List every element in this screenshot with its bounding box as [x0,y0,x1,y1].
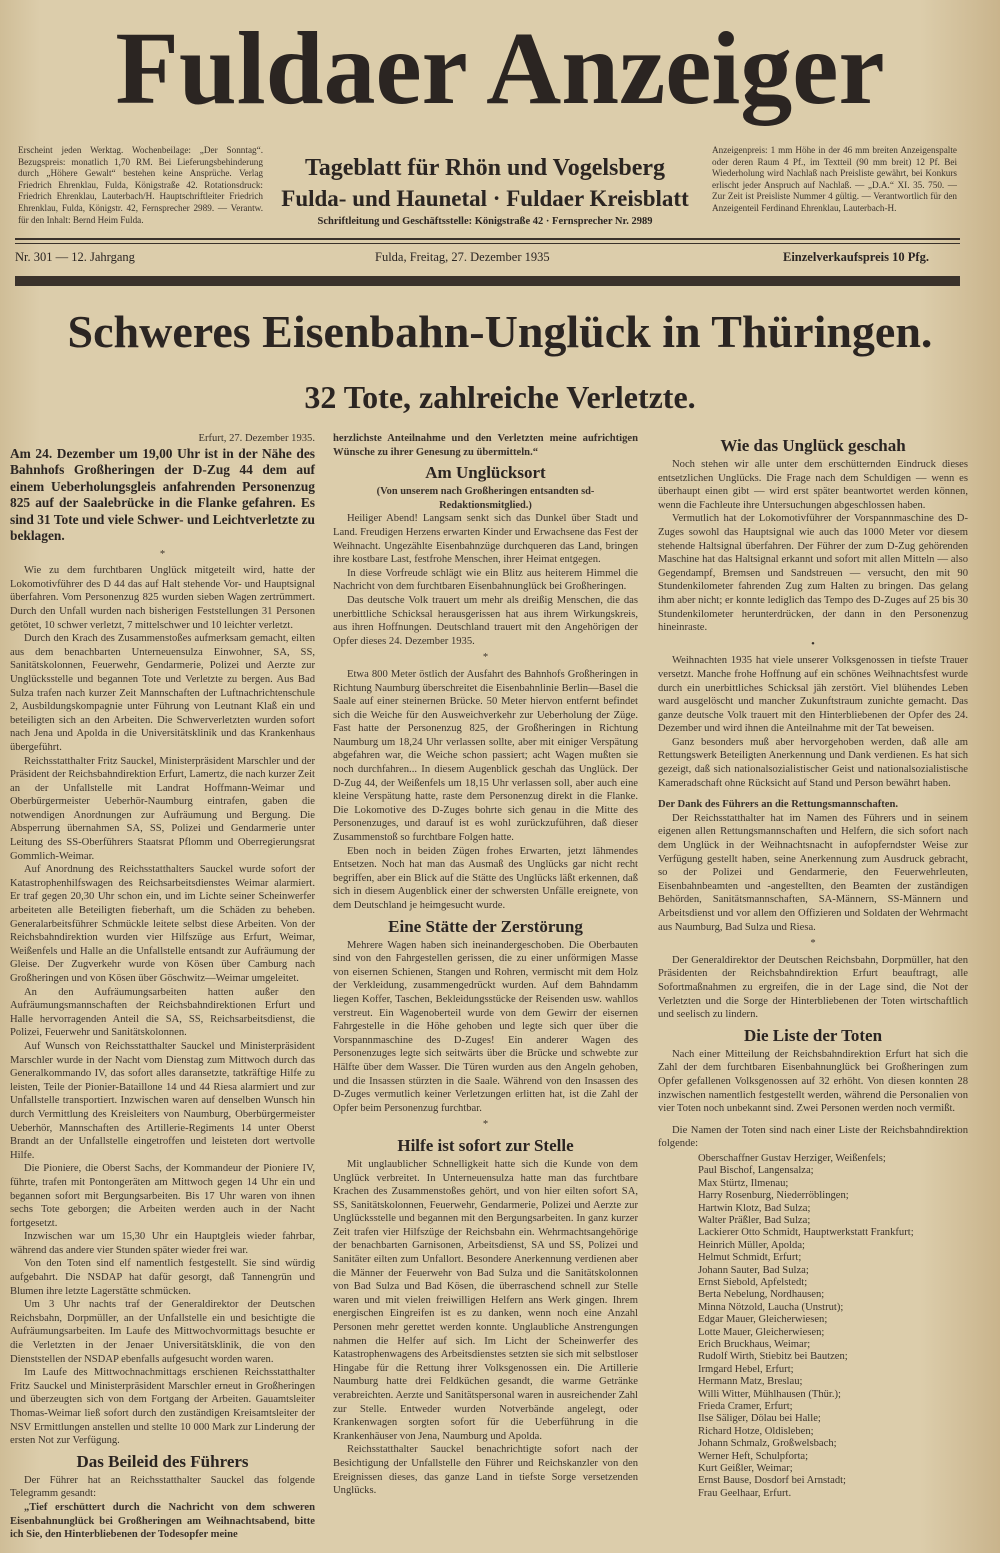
newspaper-title: Fuldaer Anzeiger [115,11,885,126]
paragraph: Etwa 800 Meter östlich der Ausfahrt des Bahnhofs Großheringen in Richtung Naumburg überschreitet die Eisenbahnlinie Berlin—Basel die Saale auf einer steinernen Brücke. 50 Meter hiervon entfernt befindet sich die Weiche für den Ausweichverkehr zur Ueberholung der Züge. Fast hatte der Personenzug 825, der Großheringen in Richtung Naumburg um 18,24 Uhr verlassen sollte, aber mit einiger Verspätung abgefahren war, die Weiche schon passiert; acht Wagen mußten sie noch durchfahren... In diesem Augenblick geschah das Unglück. Der D-Zug 44, der Weißenfels um 18,15 Uhr verlassen soll, aber auch eine kleine Verspätung hatte, raste dem Personenzug direkt in die Flanke. Die Lokomotive des D-Zuges bohrte sich genau in die Mitte des Personenzuges, und darauf ist es wohl zurückzuführen, daß dieser Zusammenstoß so furchtbare Folgen hatte. [333,668,638,844]
victim-entry: Johann Sauter, Bad Sulza; [698,1264,809,1276]
lead-paragraph: Am 24. Dezember um 19,00 Uhr ist in der Nähe des Bahnhofs Großheringen der D-Zug 44 dem auf einem Ueberholungsgleis anfahrenden Personenzug 825 auf der Saalebrücke in die Flanke gefahren. Es sind 31 Tote und viele Schwer- und Leichtverletzte zu beklagen. [10,445,315,544]
paragraph: Die Pioniere, die Oberst Sachs, der Kommandeur der Pioniere IV, führte, trafen mit Pontongeräten am Mittwoch gegen 14 Uhr ein und begannen sofort mit Bergungsarbeiten. Bis 17 Uhr waren von ihnen sechs Tote geborgen; die Arbeiten werden auch in der Nacht fortgesetzt. [10,1163,315,1229]
column-1 [10,432,315,1542]
issue-date: Fulda, Freitag, 27. Dezember 1935 [375,250,550,264]
divider [15,243,960,244]
victim-entry: Werner Heft, Schulpforta; [698,1450,809,1462]
section-heading: Wie das Unglück geschah [720,436,906,455]
victim-entry: Frau Geelhaar, Erfurt. [698,1487,792,1499]
main-headline: Schweres Eisenbahn-Unglück in Thüringen. [67,306,933,357]
victim-entry: Ernst Bause, Dosdorf bei Arnstadt; [698,1475,846,1487]
issue-number: Nr. 301 — 12. Jahrgang [15,250,135,264]
subtitle-line-1: Tageblatt für Rhön und Vogelsberg [304,155,666,181]
subtitle-line-2: Fulda- und Haunetal · Fuldaer Kreisblatt [281,186,689,211]
spacer [658,790,968,798]
paragraph: Auf Wunsch von Reichsstatthalter Sauckel und Ministerpräsident Marschler wurde in der Nacht vom Dienstag zum Mittwoch durch das Generalkommando IV, das sofort alles daransetzte, tatkräftige Hilfe zu leisten, Teile der Pionier-Bataillone 14 und 44 Riesa alarmiert und zur Unfallstelle transportiert. Inzwischen waren auf denselben Wunsch hin durch Vermittlung des Kreisleiters von Naumburg, Oberbürgermeister Ueberhör, Mannschaften des Artillerie-Regiments 14 unter Oberst Brandt an der Unfallstelle eingetroffen und leisteten dort wertvolle Hilfe. [10,1040,315,1161]
victim-entry: Minna Nötzold, Laucha (Unstrut); [698,1301,844,1313]
section-heading: Das Beileid des Führers [76,1451,249,1471]
victims-list [698,1153,968,1500]
section-heading: Eine Stätte der Zerstörung [388,916,583,936]
victim-entry: Berta Nebelung, Nordhausen; [698,1289,825,1301]
victim-entry: Helmut Schmidt, Erfurt; [698,1252,802,1264]
victim-entry: Frieda Cramer, Erfurt; [698,1401,793,1413]
paragraph: Eben noch in beiden Zügen frohes Erwarten, jetzt lähmendes Entsetzen. Noch hat man das Ausmaß des Unglücks gar nicht recht begriffen, aber ein Blick auf die Stätte des Unglücks läßt erkennen, daß sich in diesem Augenblick einer der schwersten Unfälle ereignete, von dem Deutschland je heimgesucht wurde. [333,845,638,911]
advertising-info: Anzeigenpreis: 1 mm Höhe in der 46 mm breiten Anzeigenspalte oder deren Raum 4 Pf., im Textteil (90 mm breit) 12 Pf. Bei Wiederholung wird Nachlaß nach Preisliste gewährt, bei Konkurs erlischt jeder Anspruch auf Nachlaß. — „D.A.“ XI. 35. 750. — Zur Zeit ist Preisliste Nummer 4 gültig. — Verantwortlich für den Anzeigenteil Ferdinand Ehrenklau, Lauterbach-H. [712,145,957,213]
section-heading: Am Unglücksort [425,463,546,483]
section-separator: • [811,638,815,650]
paragraph: Das deutsche Volk trauert um mehr als dreißig Menschen, die das unerbittliche Schicksal herausgerissen hat aus ihrem Wirkungskreis, aus ihren Hoffnungen. Deutschland trauert mit den Angehörigen der Opfer dieses 24. Dezember 1935. [333,594,638,647]
victim-entry: Lotte Mauer, Gleicherwiesen; [698,1326,825,1338]
paragraph: Der Führer hat an Reichsstatthalter Sauckel das folgende Telegramm gesandt: [10,1474,315,1500]
issue-price: Einzelverkaufspreis 10 Pfg. [783,250,929,264]
paragraph: Mehrere Wagen haben sich ineinandergeschoben. Die Oberbauten sind von den Fahrgestellen gerissen, die zu einer unförmigen Masse von eisernen Schienen, Stangen und Rohren, vermischt mit dem Holz der Verkleidung, zusammengedrückt wurden. Auf dem Bahndamm liegen Koffer, Taschen, Bekleidungsstücke der Reisenden usw. wahllos verstreut. Ein Wagenoberteil wurde von dem Gewirr der eisernen Fahrgestelle in die Höhe gehoben und legte sich quer über die Vorspannmaschine des D-Zuges! Ein anderer Wagen des Personenzuges legte sich seitwärts über die Brücke und schwebte zur Hälfte über dem Wasser. Die Türen wurden aus den Angeln gehoben, und die Insassen stürzten in die Saale. Während von den Insassen des D-Zuges vermutlich keiner Verletzungen erlitten hat, ist die Zahl der Opfer beim Personenzug furchtbar. [333,939,638,1114]
victim-entry: Harry Rosenburg, Niederröblingen; [698,1190,849,1202]
section-separator: * [810,938,816,950]
victim-entry: Rudolf Wirth, Stiebitz bei Bautzen; [698,1351,848,1363]
dateline: Erfurt, 27. Dezember 1935. [198,433,315,444]
divider [15,238,960,240]
section-heading: Die Liste der Toten [743,1025,883,1045]
victim-entry: Kurt Geißler, Weimar; [698,1463,793,1475]
bold-paragraph: Der Dank des Führers an die Rettungsmannschaften. [658,799,899,811]
paragraph: Von den Toten sind elf namentlich festgestellt. Sie sind würdig aufgebahrt. Die NSDAP hat dafür gesorgt, daß Tannengrün und Blumen ihre letzte Lagerstätte schmücken. [10,1258,315,1297]
paragraph: Weihnachten 1935 hat viele unserer Volksgenossen in tiefste Trauer versetzt. Manche frohe Hoffnung auf ein schönes Weihnachtsfest wurde durch ein unerbittliches Schicksal jäh zerstört. Viel blühendes Leben ward ausgelöscht und mancher Zukunftstraum zunichte gemacht. Das ganze deutsche Volk trauert mit den Hinterbliebenen der Opfer des 24. Dezember und wird ihnen die Anteilnahme mit der Tat beweisen. [658,655,968,735]
office-address: Schriftleitung und Geschäftsstelle: Königstraße 42 · Fernsprecher Nr. 2989 [317,216,653,227]
paragraph: Noch stehen wir alle unter dem erschütternden Eindruck dieses entsetzlichen Unglücks. Die Frage nach dem Schuldigen — wenn es überhaupt einen gibt — wird erst später beantwortet werden können, wenn die Fachleute ihre Untersuchungen abgeschlossen haben. [658,459,968,511]
victim-entry: Richard Hotze, Oldisleben; [698,1425,814,1437]
victim-entry: Ilse Säliger, Dölau bei Halle; [698,1413,821,1425]
paragraph: Der Reichsstatthalter hat im Namen des Führers und in seinem eigenen allen Rettungsmannschaften und Helfern, die sich sofort nach dem Unglück in der Weihnachtsnacht in aufopferndster Weise zur Verfügung gestellt haben, seine Anerkennung zum Ausdruck gebracht, so der Polizei und Gendarmerie, den Feuerwehrleuten, Eisenbahnbeamten und -angestellten, den Beamten der zuständigen Behörden, Sanitätsmannschaften, SA-Männern, SS-Männern und Arbeitsdienst und vor allem den Offizieren und Soldaten der Wehrmacht aus Naumburg, Bad Sulza und Riesa. [658,812,968,933]
victim-entry: Willi Witter, Mühlhausen (Thür.); [698,1388,841,1400]
section-separator: * [482,1119,489,1131]
paragraph: Wie zu dem furchtbaren Unglück mitgeteilt wird, hatte der Lokomotivführer des D 44 das auf Halt stehende Vor- und Hauptsignal überfahren. Vom Personenzug 825 wurden sieben Wagen zertrümmert. Durch den Unfall wurden nach bisherigen Feststellungen 31 Personen getötet, 10 schwer verletzt, 7 mittelschwer und 10 leichter verletzt. [10,565,315,631]
victim-entry: Heinrich Müller, Apolda; [698,1239,805,1251]
paragraph: Auf Anordnung des Reichsstatthalters Sauckel wurde sofort der Katastrophenhilfswagen des Reichsarbeitsdienstes Weimar alarmiert. Er traf gegen 20,30 Uhr schon ein, und im Lichte seiner Scheinwerfer arbeiteten alle Beteiligten fieberhaft, um die Schäden zu beheben. Generalarbeitsführer Schmückle leitete selbst diese Arbeiten. Von der Reichsbahndirektion wurden vier Hilfszüge aus Erfurt, Weimar, Weißenfels und Halle an die Unfallstelle entsandt zur Aufräumung der Gleise. Der Zugverkehr wurde von Kösen über Camburg nach Großheringen und von Kösen über Göschwitz—Weimar umgeleitet. [10,864,315,984]
victim-entry: Paul Bischof, Langensalza; [698,1165,814,1177]
victim-entry: Walter Präßler, Bad Sulza; [698,1214,811,1226]
publisher-info: Erscheint jeden Werktag. Wochenbeilage: „Der Sonntag“. Bezugspreis: monatlich 1,70 RM. Bei Lieferungsbehinderung durch „Höhere Gewalt“ bestehen keine Ansprüche. Verlag Friedrich Ehrenklau, Fulda, Königstraße 42. Rotationsdruck: Friedrich Ehrenklau, Lauterbach/H. Hauptschriftleiter Friedrich Ehrenklau, Fulda, Königstr. 42, Fernsprecher 2989. — Verantw. für den Inhalt: Bernd Heim Fulda. [18,145,263,225]
victim-entry: Johann Schmalz, Großwelsbach; [698,1438,837,1450]
victim-entry: Oberschaffner Gustav Herziger, Weißenfels; [698,1152,886,1164]
paragraph: Die Namen der Toten sind nach einer Liste der Reichsbahndirektion folgende: [658,1124,968,1150]
paragraph: Vermutlich hat der Lokomotivführer der Vorspannmaschine des D-Zuges sowohl das Hauptsignal wie auch das 1000 Meter vor diesem stehende Haltsignal überfahren. Der Führer der zum D-Zug gehörenden Maschine hat das Haltsignal erkannt und sofort mit allen Mitteln — also Gegendampf, Bremsen und Sandstreuen — versucht, den mit 90 Stundenkilometer fahrenden Zug zum Halten zu bringen. Das gelang ihm aber nicht; er konnte lediglich das Tempo des D-Zuges auf 25 bis 30 Stundenkilometer herunterdrücken, der dann in den Personenzug hineinraste. [658,513,968,634]
paragraph: Reichsstatthalter Sauckel benachrichtigte sofort nach der Besichtigung der Unfallstelle den Führer und Reichskanzler von den Ereignissen dieses, das ganze Land in tiefste Sorge versetzenden Unglücks. [333,1444,638,1497]
victim-entry: Ernst Siebold, Apfelstedt; [698,1276,808,1288]
paragraph: An den Aufräumungsarbeiten hatten außer den Aufräumungsmannschaften der Reichsbahndirektionen Erfurt und Halle hervorragenden Anteil die SA, SS, Reichsarbeitsdienst, die Polizei, Feuerwehr und Sanitätskolonnen. [10,986,315,1039]
victim-entry: Hartwin Klotz, Bad Sulza; [698,1202,811,1214]
section-separator: * [159,548,166,560]
paragraph: Ganz besonders muß aber hervorgehoben werden, daß alle am Rettungswerk Beteiligten Anerkennung und Dank verdienen. Es hat sich gezeigt, daß sich nationalsozialistischer Geist und nationalsozialistische Kameradschaft ohne Rücksicht auf Stand und Person bewährt haben. [658,736,968,789]
victim-entry: Lackierer Otto Schmidt, Hauptwerkstatt Frankfurt; [698,1227,914,1239]
victim-entry: Max Stürtz, Ilmenau; [698,1177,789,1189]
victim-entry: Erich Bruckhaus, Weimar; [698,1339,811,1350]
column-3 [658,432,968,1500]
paragraph: Der Generaldirektor der Deutschen Reichsbahn, Dorpmüller, hat den Präsidenten der Reichsbahndirektion Erfurt beauftragt, alle Sofortmaßnahmen zu ergreifen, die in der Lage sind, die Not der Verletzten und die Sorge der Hinterbliebenen der Toten wirtschaftlich und seelisch zu lindern. [658,954,968,1021]
spacer [658,1116,968,1124]
paragraph: Reichsstatthalter Fritz Sauckel, Ministerpräsident Marschler und der Präsident der Reichsbahndirektion Erfurt, Lamertz, die nach kurzer Zeit an der Unfallstelle mit Landrat Hoffmann-Weimar und Oberbürgermeister Ueberhör-Naumburg eintrafen, gaben die notwendigen Anordnungen zur Aufräumung und Bergung. Die Absperrung übernahmen SA, SS, Polizei und Gendarmerie unter Leitung des SS-Oberführers Staatsrat Pflomm und Oberregierungsrat Gommlich-Weimar. [10,755,315,862]
paragraph: Um 3 Uhr nachts traf der Generaldirektor der Deutschen Reichsbahn, Dorpmüller, an der Unfallstelle ein und besichtigte die Aufräumungsarbeiten. Im Laufe des Mittwochvormittags besuchte er die Verletzten in der Jenaer Universitätsklinik, die von den Dienststellen der NSDAP ebenfalls aufgesucht worden waren. [10,1299,315,1365]
sub-headline: 32 Tote, zahlreiche Verletzte. [304,379,696,415]
paragraph: Heiliger Abend! Langsam senkt sich das Dunkel über Stadt und Land. Freudigen Herzens erwarten Kinder und Erwachsene das Fest der Weihnacht. Ungezählte Eisenbahnzüge durchqueren das Land, bringen ihre kostbare Last, festfrohe Menschen, ihrer Heimat entgegen. [333,513,638,566]
section-heading: Hilfe ist sofort zur Stelle [397,1135,574,1155]
telegram-text: „Tief erschüttert durch die Nachricht von dem schweren Eisenbahnunglück bei Großheringen am Weihnachtsabend, bitte ich Sie, den Hinterbliebenen der Todesopfer meine [10,1501,315,1541]
paragraph: Inzwischen war um 15,30 Uhr ein Hauptgleis wieder fahrbar, während das andere vier Stunden später wieder frei war. [10,1231,315,1256]
bold-paragraph: herzlichste Anteilnahme und den Verletzten meine aufrichtigen Wünsche zu ihrer Genesung zu übermitteln.“ [333,433,638,458]
paragraph: In diese Vorfreude schlägt wie ein Blitz aus heiterem Himmel die Nachricht von dem furchtbaren Eisenbahnunglück bei Großheringen. [333,567,638,593]
column-2 [333,432,638,1498]
victim-entry: Hermann Matz, Breslau; [698,1376,803,1388]
victim-entry: Edgar Mauer, Gleicherwiesen; [698,1314,828,1326]
paragraph: Im Laufe des Mittwochnachmittags erschienen Reichsstatthalter Fritz Sauckel und Ministerpräsident Marschler erneut in Großheringen und überzeugten sich von dem Fortgang der Arbeiten. Gauamtsleiter Thomas-Weimar ließ sofort durch den zuständigen Kreisamtsleiter der NSV Ermittlungen anstellen und stellte 10 000 Mark zur Linderung der ersten Not zur Verfügung. [10,1367,315,1447]
paragraph: Mit unglaublicher Schnelligkeit hatte sich die Kunde von dem Unglück verbreitet. In Unterneuensulza hatte man das furchtbare Krachen des Zusammenstoßes gehört, und von hier eilten sofort SA, SS, Sanitätskolonnen, Feuerwehr, Gendarmerie, Polizei und Aerzte zur Unglücksstelle und begannen mit den Bergungsarbeiten. In ganz kurzer Zeit trafen vier Hilfszüge der Reichsbahn ein. Wehrmachtsangehörige der benachbarten Garnisonen, Arbeitsdienst, SA und SS, Polizei und Sanitäter eilten zum Unfallort. Besondere Anerkennung verdienen aber die Männer der Feuerwehr von Bad Sulza und die Sanitätskolonnen von Bad Sulza und Bad Kösen, die überraschend schnell zur Stelle waren und mit vielen freiwilligen Helfern ans Werk gingen. Ihrem energischen Eingreifen ist es zu danken, wenn noch eine Anzahl Personen mehr gerettet werden konnte. Unglaubliche Anstrengungen nahmen die Helfer auf sich. Im Licht der Scheinwerfer des Katastrophenwagens des Arbeitsdienstes setzten sie sich mit selbstloser Hingabe für die Rettung ihrer Volksgenossen ein. Die Artillerie Naumburg hatte drei Feldküchen gesandt, die warme Getränke verabreichten. Aerzte und Sanitätspersonal waren in ausreichender Zahl zur Stelle. Entweder wurden Notverbände angelegt, oder Krankenwagen sorgten sofort für die Ueberführung in die Krankenhäuser von Jena, Naumburg und Apolda. [333,1158,638,1442]
section-separator: * [482,652,489,664]
byline-note: (Von unserem nach Großheringen entsandten sd-Redaktionsmitglied.) [376,486,595,511]
divider-bar [15,276,960,286]
paragraph: Durch den Krach des Zusammenstoßes aufmerksam gemacht, eilten aus dem benachbarten Unterneuensulza Einwohner, SA, SS, Sanitätskolonnen, Feuerwehr, Gendarmerie, Polizei und Aerzte zur Unglücksstelle und begannen Tote und Verletzte zu bergen. Aus Bad Sulza trafen nach kurzer Zeit Mannschaften der Luftnachrichtenschule 2, Ausbildungskompagnie unter Führung von Leutnant Klaß ein und beteiligten sich an den Arbeiten. Die Schwerverletzten wurden sofort nach Jena und Apolda in die Universitätsklinik und das Krankenhaus übergeführt. [10,633,315,753]
paragraph: Nach einer Mitteilung der Reichsbahndirektion Erfurt hat sich die Zahl der dem furchtbaren Eisenbahnunglück bei Großheringen zum Opfer gefallenen Volksgenossen auf 32 erhöht. Von diesen konnten 28 inzwischen namentlich festgestellt werden, während die Personalien von vier Toten noch unbekannt sind. Zwei Personen werden noch vermißt. [658,1048,968,1115]
victim-entry: Irmgard Hebel, Erfurt; [698,1363,794,1375]
